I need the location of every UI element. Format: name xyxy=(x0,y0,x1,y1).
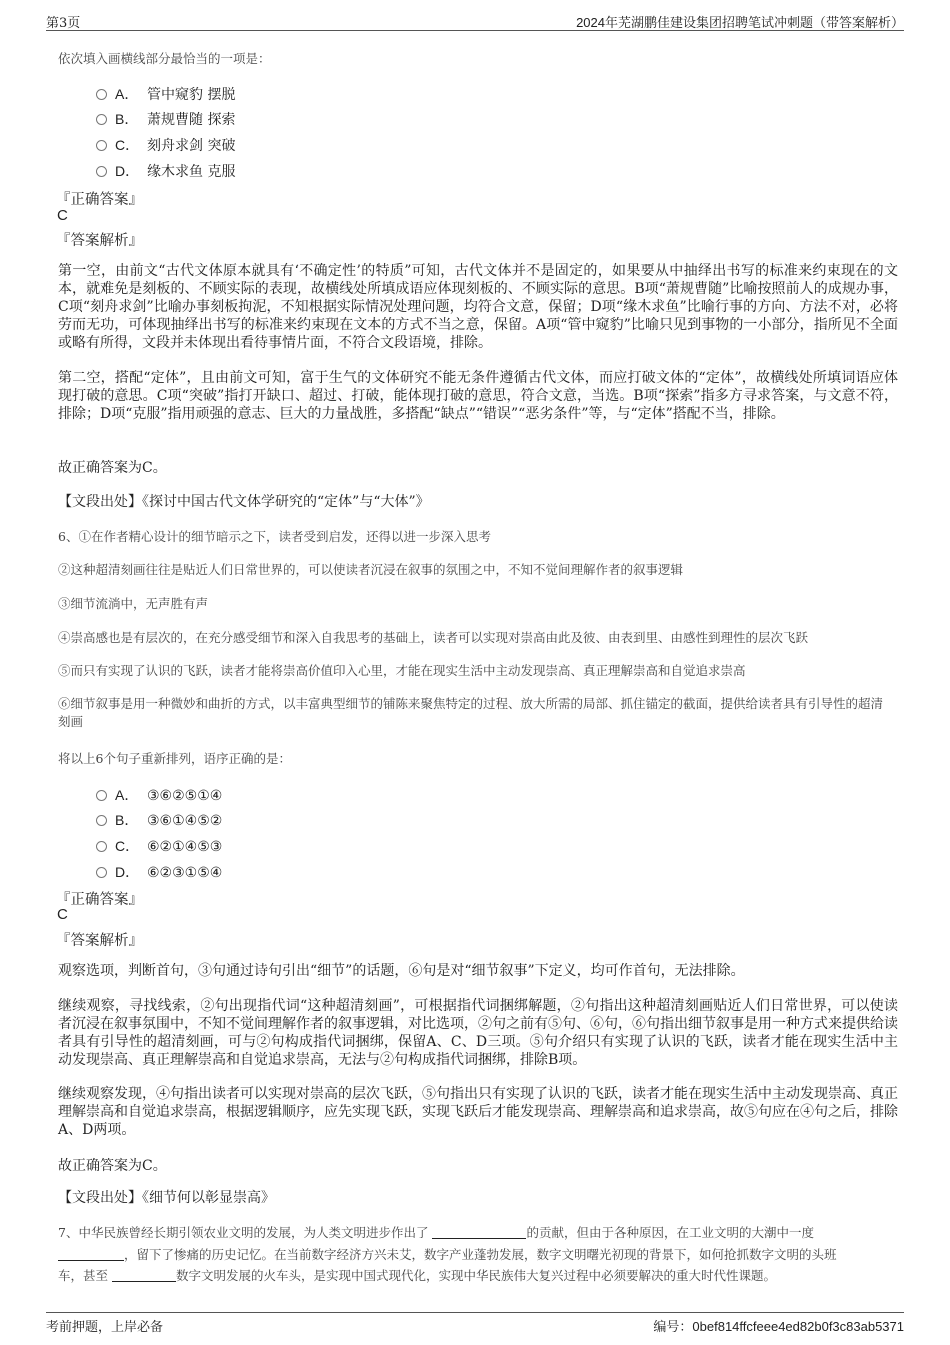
q5-analysis-label: 『答案解析』 xyxy=(56,233,143,249)
q5-analysis-p1: 第一空，由前文“古代文体原本就具有‘不确定性’的特质”可知，古代文体并不是固定的，如果要从中抽绎出书写的标准来约束现在的文本，就难免是刻板的、不顾实际的表现，故横线处所填成语应体现刻板的、不顾实际的意思。B项“萧规曹随”比喻按照前人的成规办事，C项“刻舟求剑”比喻办事刻板拘泥，不知根据实际情况处理问题，均符合文意，保留；D项“缘木求鱼”比喻行事的方向、方法不对，必将劳而无功，可体现抽绎出书写的标准来约束现在文本的方式不当之意，保留。A项“管中窥豹”比喻只见到事物的一小部分，指所见不全面或略有所得，文段并未体现出看待事情片面，不符合文段语境，排除。 xyxy=(58,263,898,351)
q5-prompt: 依次填入画横线部分最恰当的一项是： xyxy=(58,51,271,66)
q5-option-b[interactable]: B． 萧规曹随 探索 xyxy=(96,109,235,129)
radio-icon[interactable] xyxy=(96,867,107,878)
q7-line-3: 车，甚至 数字文明发展的火车头，是实现中国式现代化，实现中华民族伟大复兴过程中必须要解决的重大时代性课题。 xyxy=(58,1268,777,1283)
q5-conclusion: 故正确答案为C。 xyxy=(58,460,167,476)
q5-option-c[interactable]: C． 刻舟求剑 突破 xyxy=(96,135,235,155)
q6-analysis-p2: 继续观察，寻找线索，②句出现指代词“这种超清刻画”，可根据指代词捆绑解题，②句指出这种超清刻画贴近人们日常世界，可以使读者沉浸在叙事氛围中，不知不觉间理解作者的叙事逻辑，对比选项，②句之前有⑤句、⑥句，⑥句指出细节叙事是用一种方式来提供给读者具有引导性的超清刻画，可与②句构成指代词捆绑，保留A、C、D三项。⑤句介绍只有实现了认识的飞跃，读者才能在现实生活中主动发现崇高、真正理解崇高和自觉追求崇高，无法与②句构成指代词捆绑，排除B项。 xyxy=(58,998,898,1068)
radio-icon[interactable] xyxy=(96,140,107,151)
q6-option-a[interactable]: A． ③⑥②⑤①④ xyxy=(96,785,222,805)
q5-answer: C xyxy=(57,207,68,224)
radio-icon[interactable] xyxy=(96,841,107,852)
q6-sentence-4: ④崇高感也是有层次的，在充分感受细节和深入自我思考的基础上，读者可以实现对崇高由此及彼、由表到里、由感性到理性的层次飞跃 xyxy=(58,630,809,645)
page-footer xyxy=(46,1312,904,1335)
q6-analysis-p3: 继续观察发现，④句指出读者可以实现对崇高的层次飞跃，⑤句指出只有实现了认识的飞跃，读者才能在现实生活中主动发现崇高、真正理解崇高和自觉追求崇高，根据逻辑顺序，应先实现飞跃，实现飞跃后才能发现崇高、理解崇高和追求崇高，故⑤句应在④句之后，排除A、D两项。 xyxy=(58,1086,898,1138)
q6-prompt: 将以上6个句子重新排列，语序正确的是： xyxy=(58,751,291,766)
q6-option-c[interactable]: C． ⑥②①④⑤③ xyxy=(96,836,222,856)
q6-option-b[interactable]: B． ③⑥①④⑤② xyxy=(96,810,222,830)
q6-conclusion: 故正确答案为C。 xyxy=(58,1158,167,1174)
q6-sentence-2: ②这种超清刻画往往是贴近人们日常世界的，可以使读者沉浸在叙事的氛围之中，不知不觉间理解作者的叙事逻辑 xyxy=(58,562,684,577)
footer-slogan: 考前押题，上岸必备 xyxy=(46,1320,164,1335)
blank-field[interactable] xyxy=(112,1269,176,1282)
radio-icon[interactable] xyxy=(96,815,107,826)
q6-sentence-5: ⑤而只有实现了认识的飞跃，读者才能将崇高价值印入心里，才能在现实生活中主动发现崇高、真正理解崇高和自觉追求崇高 xyxy=(58,663,746,678)
q5-option-d[interactable]: D． 缘木求鱼 克服 xyxy=(96,161,235,181)
radio-icon[interactable] xyxy=(96,89,107,100)
blank-field[interactable] xyxy=(58,1248,124,1261)
q6-answer-label: 『正确答案』 xyxy=(56,892,143,908)
radio-icon[interactable] xyxy=(96,790,107,801)
radio-icon[interactable] xyxy=(96,166,107,177)
page-number: 第3页 xyxy=(46,16,81,31)
page-header xyxy=(46,10,904,31)
q6-sentence-1: 6、①在作者精心设计的细节暗示之下，读者受到启发，还得以进一步深入思考 xyxy=(58,529,491,544)
q6-answer: C xyxy=(57,906,68,923)
q7-line-2: ，留下了惨痛的历史记忆。在当前数字经济方兴未艾，数字产业蓬勃发展，数字文明曙光初现的背景下，如何抢抓数字文明的头班 xyxy=(58,1245,837,1263)
q7-line-1: 7、中华民族曾经长期引领农业文明的发展，为人类文明进步作出了 的贡献，但由于各种原因，在工业文明的大潮中一度 xyxy=(58,1225,814,1240)
footer-serial: 编号：0bef814ffcfeee4ed82b0f3c83ab5371 xyxy=(653,1319,904,1334)
q6-source: 【文段出处】《细节何以彰显崇高》 xyxy=(58,1190,275,1206)
q6-option-d[interactable]: D． ⑥②③①⑤④ xyxy=(96,862,222,882)
q6-analysis-label: 『答案解析』 xyxy=(56,933,143,949)
q6-sentence-3: ③细节流淌中，无声胜有声 xyxy=(58,596,209,611)
q6-analysis-p1: 观察选项，判断首句，③句通过诗句引出“细节”的话题，⑥句是对“细节叙事”下定义，均可作首句，无法排除。 xyxy=(58,963,745,979)
radio-icon[interactable] xyxy=(96,114,107,125)
q5-source: 【文段出处】《探讨中国古代文体学研究的“定体”与“大体”》 xyxy=(58,494,430,510)
q6-sentence-6: ⑥细节叙事是用一种微妙和曲折的方式，以丰富典型细节的铺陈来聚焦特定的过程、放大所需的局部、抓住锚定的截面，提供给读者具有引导性的超清刻画 xyxy=(58,696,884,729)
q5-option-a[interactable]: A． 管中窥豹 摆脱 xyxy=(96,84,235,104)
document-title: 2024年芜湖鹏佳建设集团招聘笔试冲刺题（带答案解析） xyxy=(576,15,904,30)
q5-analysis-p2: 第二空，搭配“定体”，且由前文可知，富于生气的文体研究不能无条件遵循古代文体，而应打破文体的“定体”，故横线处所填词语应体现打破的意思。C项“突破”指打开缺口、超过、打破，能体现打破的意思，符合文意，当选。B项“探索”指多方寻求答案，与文意不符，排除；D项“克服”指用顽强的意志、巨大的力量战胜，多搭配“缺点”“错误”“恶劣条件”等，与“定体”搭配不当，排除。 xyxy=(58,370,898,422)
blank-field[interactable] xyxy=(432,1226,526,1239)
q5-answer-label: 『正确答案』 xyxy=(56,192,143,208)
